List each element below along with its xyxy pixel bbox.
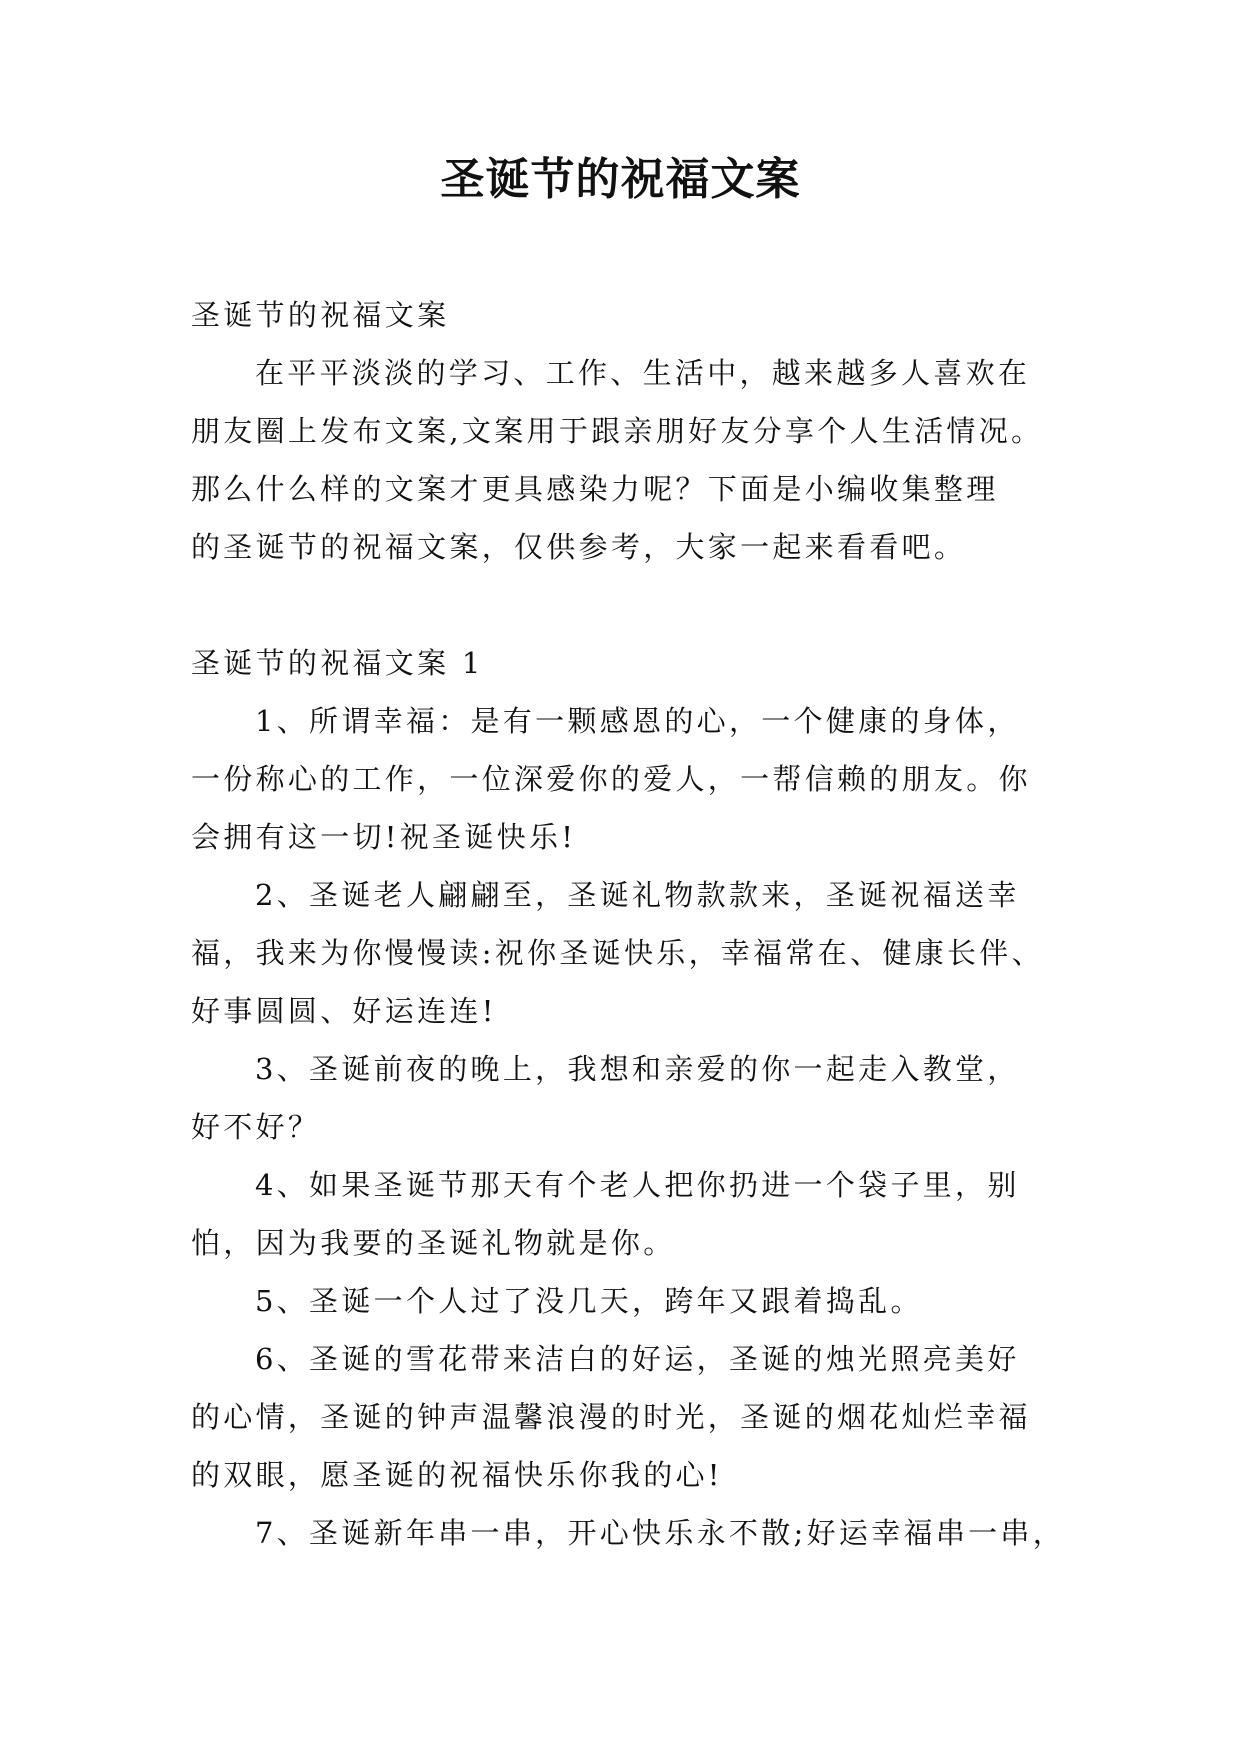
- item-4-line: 4、如果圣诞节那天有个老人把你扔进一个袋子里，别: [255, 1168, 1020, 1202]
- document-body: [191, 286, 1066, 1562]
- item-2-line: 2、圣诞老人翩翩至，圣诞礼物款款来，圣诞祝福送幸: [255, 878, 1020, 912]
- intro-line: 朋友圈上发布文案,文案用于跟亲朋好友分享个人生活情况。: [191, 414, 1044, 448]
- item-6-line: 的心情，圣诞的钟声温馨浪漫的时光，圣诞的烟花灿烂幸福: [191, 1400, 1031, 1434]
- paragraph-spacer: [191, 576, 1059, 634]
- document-title: 圣诞节的祝福文案: [440, 154, 801, 205]
- item-1-line: 会拥有这一切!祝圣诞快乐!: [191, 820, 577, 854]
- intro-line: 那么什么样的文案才更具感染力呢？下面是小编收集整理: [191, 472, 999, 506]
- item-5-line: 5、圣诞一个人过了没几天，跨年又跟着捣乱。: [255, 1284, 923, 1318]
- item-6-line: 的双眼，愿圣诞的祝福快乐你我的心!: [191, 1458, 723, 1492]
- item-1-line: 1、所谓幸福：是有一颗感恩的心，一个健康的身体，: [255, 704, 1020, 738]
- item-3-line: 3、圣诞前夜的晚上，我想和亲爱的你一起走入教堂，: [255, 1052, 1020, 1086]
- item-2-line: 好事圆圆、好运连连!: [191, 994, 497, 1028]
- item-3-line: 好不好？: [191, 1110, 321, 1144]
- section-heading-1: 圣诞节的祝福文案 1: [191, 646, 484, 680]
- intro-line: 在平平淡淡的学习、工作、生活中，越来越多人喜欢在: [255, 356, 1031, 390]
- section-heading-intro: 圣诞节的祝福文案: [191, 298, 450, 332]
- item-4-line: 怕，因为我要的圣诞礼物就是你。: [191, 1226, 676, 1260]
- item-6-line: 6、圣诞的雪花带来洁白的好运，圣诞的烛光照亮美好: [255, 1342, 1020, 1376]
- item-2-line: 福，我来为你慢慢读:祝你圣诞快乐，幸福常在、健康长伴、: [191, 936, 1044, 970]
- item-1-line: 一份称心的工作，一位深爱你的爱人，一帮信赖的朋友。你: [191, 762, 1031, 796]
- intro-line: 的圣诞节的祝福文案，仅供参考，大家一起来看看吧。: [191, 530, 967, 564]
- item-7-line: 7、圣诞新年串一串，开心快乐永不散;好运幸福串一串，: [255, 1516, 1066, 1550]
